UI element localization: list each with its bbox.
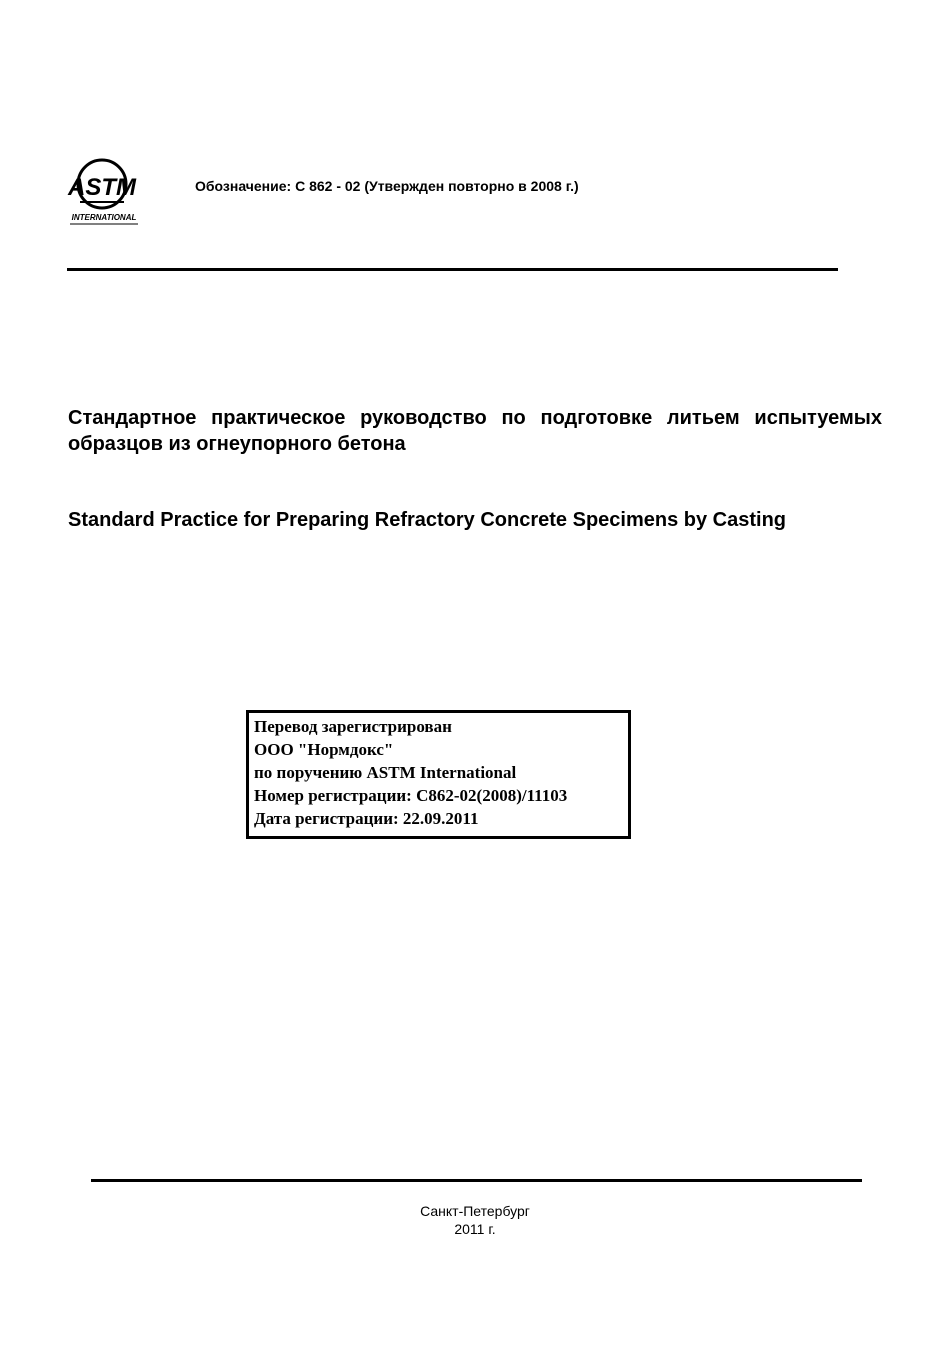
logo-wordmark: ASTM — [68, 174, 136, 201]
logo-caption: INTERNATIONAL — [71, 213, 137, 222]
registration-stamp — [246, 710, 631, 839]
title-russian: Стандартное практическое руководство по подготовке литьем испытуемых образцов из огнеупорного бетона — [68, 407, 882, 455]
registration-date: Дата регистрации: 22.09.2011 — [254, 809, 479, 828]
footer-city: Санкт-Петербург — [420, 1203, 530, 1219]
footer-year: 2011 г. — [454, 1221, 496, 1237]
registration-line-1: Перевод зарегистрирован — [254, 717, 452, 736]
footer-place — [0, 1202, 950, 1238]
registration-line-2: ООО "Нормдокс" — [254, 740, 394, 759]
registration-line-3: по поручению ASTM International — [254, 763, 517, 782]
registration-number: Номер регистрации: C862-02(2008)/11103 — [254, 786, 568, 805]
astm-logo-icon — [66, 158, 142, 226]
title-english: Standard Practice for Preparing Refractory Concrete Specimens by Casting — [68, 509, 786, 531]
standard-designation: Обозначение: C 862 - 02 (Утвержден повторно в 2008 г.) — [195, 178, 579, 194]
top-divider — [67, 268, 838, 271]
bottom-divider — [91, 1179, 862, 1182]
